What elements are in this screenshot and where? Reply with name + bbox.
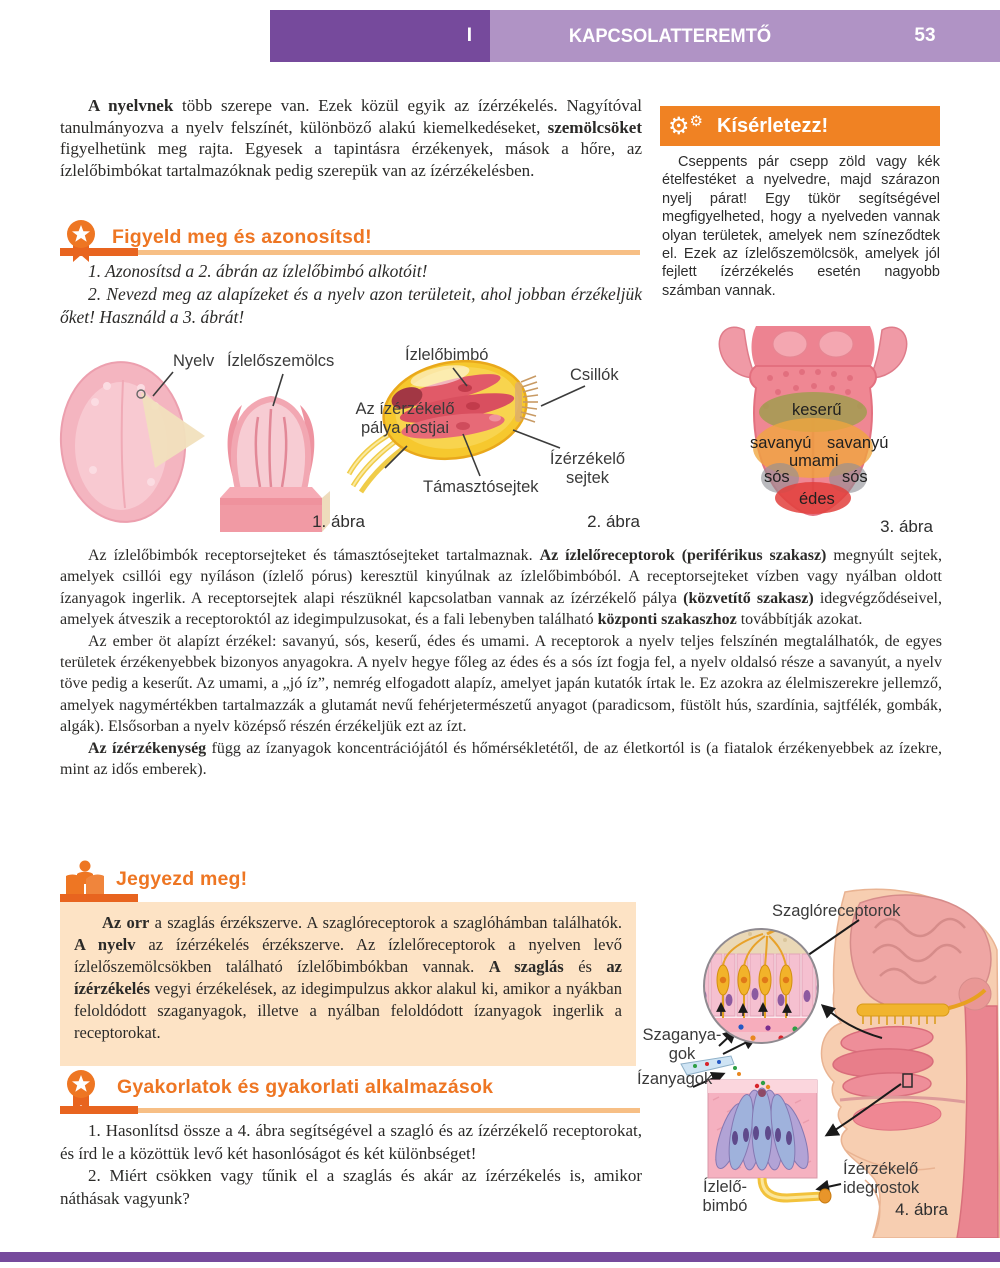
- fig2-support-label: Támasztósejtek: [423, 478, 539, 496]
- intro-bold-1: A nyelvnek: [88, 96, 174, 115]
- gears-icon: ⚙⚙: [668, 112, 703, 140]
- intro-text-2: figyelhetünk meg rajta. Egyesek a tapintásra érzékenyek, mások a hőre, az ízlelőbimbókat tartalmazóknak pedig szerepük van az ízérzékelésben.: [60, 139, 642, 180]
- observe-heading: Figyeld meg és azonosítsd!: [112, 226, 372, 248]
- fig1-tongue-label: Nyelv: [173, 352, 215, 370]
- intro-text-1: több szerepe van. Ezek közül egyik az ízérzékelés. Nagyítóval tanulmányozva a nyelv felszínét, különböző alakú kiemelkedéseket,: [60, 96, 642, 137]
- figure-3: [700, 316, 990, 516]
- fig3-bitter-zone-label: keserű: [792, 401, 842, 419]
- fig2-caption: 2. ábra: [587, 512, 640, 531]
- jegyezd-text-3: és: [563, 957, 607, 976]
- exercise-questions: [60, 1120, 642, 1210]
- experiment-box-title: Kísérletezz!: [716, 114, 829, 137]
- footer-bar: [0, 1252, 1000, 1262]
- body1-text-2: megnyúlt sejtek, amelyek csillói egy nyíláson (ízlelő pórus) keresztül kinyúlnak az ízlelőbimbóból. A receptorsejteket vízben vagy nyálban oldott ízanyagok ingerlik. A receptorsejtek alapi részüknél kapcsolatban vannak az ízérzékelő pálya: [60, 547, 942, 607]
- remember-underline-dark: [60, 894, 138, 902]
- jegyezd-text-1: a szaglás érzékszerve. A szaglóreceptorok a szaglóhámban találhatók.: [149, 913, 622, 932]
- exercises-underline-light: [138, 1108, 640, 1113]
- header-dark-band: [270, 10, 490, 62]
- fig4-taste-substances-label: Ízanyagok: [637, 1070, 713, 1088]
- exercises-heading: Gyakorlatok és gyakorlati alkalmazások: [117, 1076, 494, 1098]
- fig2-receptor-label: Ízérzékelő sejtek: [549, 450, 626, 487]
- chapter-roman-numeral: I: [466, 25, 472, 46]
- body3-bold-1: Az ízérzékenység: [88, 739, 207, 757]
- fig2-cilia-label: Csillók: [570, 366, 619, 384]
- exercises-underline-dark: [60, 1106, 138, 1114]
- fig2-fibers-label: Az ízérzékelő pálya rostjai: [355, 400, 455, 437]
- body3-text-1: függ az ízanyagok koncentrációjától és hőmérsékletétől, de az életkortól is (a fiatalok érzékenyebbek az ízekre, mint az idős emberek).: [60, 739, 942, 779]
- remember-box-text: [60, 902, 636, 1044]
- main-body-text: [60, 545, 942, 780]
- task-1: 1. Azonosítsd a 2. ábrán az ízlelőbimbó alkotóit!: [88, 261, 428, 281]
- fig4-odor-substances-label: Szaganya- gok: [642, 1026, 722, 1063]
- fig3-sweet-zone-label: édes: [799, 490, 835, 508]
- jegyezd-text-2: az ízérzékelés érzékszerve. Az ízlelőreceptorok a nyelven levő ízlelőszemölcsökben található ízlelőbimbókban vannak.: [74, 935, 622, 976]
- fig1-papilla-label: Ízlelőszemölcs: [227, 352, 335, 370]
- body1-text-1: Az ízlelőbimbók receptorsejteket és támasztósejteket tartalmaznak.: [88, 547, 540, 564]
- experiment-box-body: Cseppents pár csepp zöld vagy kék ételfestéket a nyelvedre, majd szárazon nyelj párat! Egy tükör segítségével megfigyelheted, hogy a nyelveden vannak olyan területek, amelyek nem színeződtek el. Ezek az ízlelőszemölcsök, amelyek jól fejlett ízérzékelés esetén nagyobb számban vannak.: [662, 154, 940, 299]
- fig3-sour-right-label: savanyú: [827, 434, 889, 452]
- fig3-umami-zone-label: umami: [789, 452, 839, 470]
- fig4-taste-bud-label: Ízlelő- bimbó: [702, 1178, 748, 1215]
- fig2-bud-label: Ízlelőbimbó: [405, 346, 489, 364]
- figure-4: [635, 888, 1000, 1238]
- paragraph-basic-tastes: Az ember öt alapízt érzékel: savanyú, sós, keserű, édes és umami. A receptorok a nyelv teljes felszínén megtalálhatók, de egyes területek érzékenyebbek bizonyos anyagokra. A nyelv hegye főleg az édes és a sós ízt fogja fel, a nyelv oldalsó része a savanyút, a nyelv töve pedig a keserűt. Az umami, a „jó íz”, nemrég elfogadott alapíz, amelyet japán kutatók írtak le. Ez azokra az élelmiszerekre jellemző, amelyek nagymértékben tartalmazzák a glutamát nevű fehérjetermészetű anyagot (paradicsom, füstölt hús, szardínia, sajtfélék, gombák, algák). Elsősorban a nyelv középső részén érzékeljük ezt az ízt.: [60, 632, 942, 736]
- intro-paragraph: [60, 95, 642, 181]
- chapter-title: KAPCSOLATTEREMTŐ ÉLETMŰKÖDÉSEK: [568, 25, 772, 99]
- fig4-taste-nerve-fibers-label: Ízérzékelő idegrostok: [843, 1160, 920, 1197]
- body1-bold-2: (közvetítő szakasz): [683, 589, 814, 607]
- fig4-olfactory-receptors-label: Szaglóreceptorok: [772, 902, 901, 920]
- jegyezd-bold-1: Az orr: [102, 913, 150, 932]
- remember-heading: Jegyezd meg!: [116, 868, 248, 890]
- fig3-salty-left-label: sós: [764, 468, 790, 486]
- figure-1: [55, 340, 365, 540]
- intro-bold-2: szemölcsöket: [547, 117, 642, 137]
- experiment-box-header: [660, 106, 940, 146]
- jegyezd-text-4: vegyi érzékelések, az idegimpulzus akkor alakul ki, amikor a nyákban feloldódott szaganyagok, illetve a nyálban feloldódott ízanyagok ingerlik a receptorokat.: [74, 979, 622, 1042]
- paragraph-taste-sensitivity: [60, 738, 942, 781]
- figure-2: [345, 338, 650, 523]
- question-2: 2. Miért csökken vagy tűnik el a szaglás és akár az ízérzékelés is, amikor náthásak vagyunk?: [60, 1166, 642, 1208]
- fig1-caption: 1. ábra: [312, 512, 365, 531]
- body1-bold-1: Az ízlelőreceptorok (periférikus szakasz): [539, 547, 827, 564]
- page-number: 53: [914, 25, 936, 46]
- body1-bold-3: központi szakaszhoz: [597, 611, 737, 629]
- fig3-salty-right-label: sós: [842, 468, 868, 486]
- remember-box: [60, 902, 636, 1066]
- body1-text-4: továbbítják azokat.: [736, 611, 863, 629]
- heading-underline-dark: [60, 248, 138, 256]
- jegyezd-bold-4: az ízérzékelés: [74, 957, 622, 998]
- jegyezd-bold-3: A szaglás: [488, 957, 564, 976]
- fig3-caption: 3. ábra: [880, 517, 933, 536]
- body1-text-3: idegvégződéseivel, amelyek átveszik a receptoroktól az idegimpulzusokat, és a fali lebenyben található: [60, 589, 943, 629]
- jegyezd-bold-2: A nyelv: [74, 935, 136, 954]
- header-light-band: [490, 10, 1000, 99]
- observe-tasks: [60, 260, 642, 329]
- task-2: 2. Nevezd meg az alapízeket és a nyelv azon területeit, ahol jobban érzékeljük őket! Használd a 3. ábrát!: [60, 284, 642, 327]
- fig3-sour-left-label: savanyú: [750, 434, 812, 452]
- question-1: 1. Hasonlítsd össze a 4. ábra segítségével a szagló és az ízérzékelő receptorokat, és írd le a közöttük levő két hasonlóságot és két különbséget!: [60, 1121, 642, 1163]
- paragraph-receptors: [60, 545, 942, 631]
- heading-underline-light: [138, 250, 640, 255]
- fig4-caption: 4. ábra: [895, 1200, 948, 1219]
